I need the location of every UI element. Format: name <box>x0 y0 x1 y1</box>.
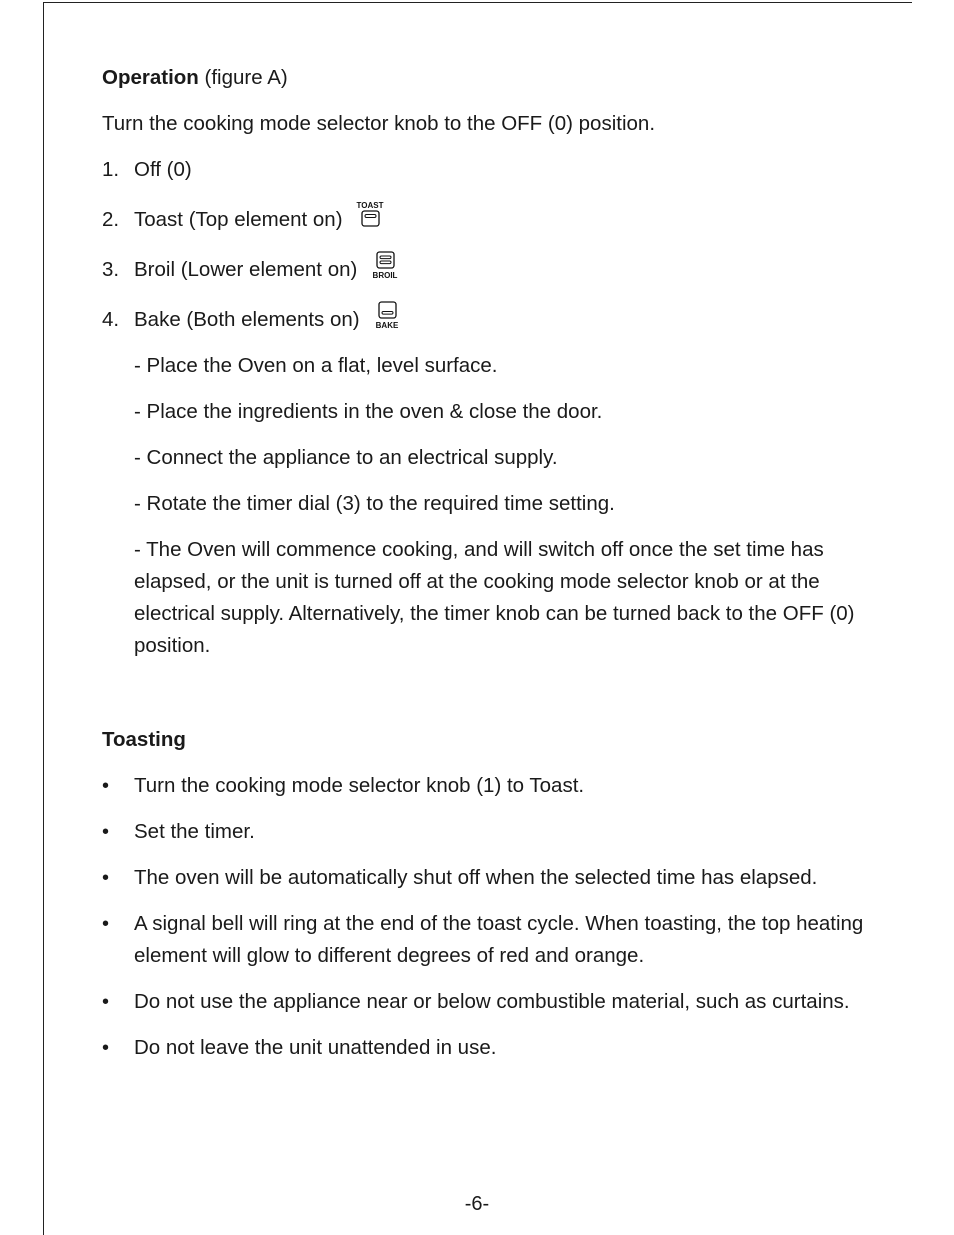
mode-number: 3. <box>102 258 120 281</box>
toast-icon-label: TOAST <box>356 201 384 210</box>
toasting-heading <box>102 724 872 756</box>
list-item-text: Set the timer. <box>134 820 255 843</box>
document-content <box>102 62 872 1078</box>
list-item <box>102 986 872 1018</box>
list-item-text: Do not leave the unit unattended in use. <box>134 1036 497 1059</box>
list-item-text: Do not use the appliance near or below combustible material, such as curtains. <box>134 990 850 1013</box>
mode-item-broil <box>102 250 872 286</box>
mode-text: Broil (Lower element on) <box>134 258 358 281</box>
bullet-icon: • <box>102 991 110 1013</box>
mode-text: Off (0) <box>134 158 192 181</box>
bullet-icon: • <box>102 867 110 889</box>
list-item <box>102 816 872 848</box>
list-item <box>102 770 872 802</box>
broil-icon <box>367 250 403 280</box>
list-item <box>102 1032 872 1064</box>
page-frame-top-border <box>43 2 912 3</box>
bullet-icon: • <box>102 1037 110 1059</box>
mode-number: 2. <box>102 208 120 231</box>
mode-number: 4. <box>102 308 120 331</box>
toasting-heading-text: Toasting <box>102 728 186 751</box>
operation-step: - The Oven will commence cooking, and will switch off once the set time has elapsed, or the unit is turned off at the cooking mode selector knob or at the electrical supply. Alternatively, the timer knob can be turned back to the OFF (0) position. <box>134 538 855 657</box>
operation-intro: Turn the cooking mode selector knob to the OFF (0) position. <box>102 112 656 135</box>
operation-heading <box>102 62 872 94</box>
operation-step: - Connect the appliance to an electrical supply. <box>134 446 558 469</box>
mode-item-off <box>102 154 872 186</box>
broil-icon-label: BROIL <box>372 271 398 280</box>
mode-item-bake <box>102 300 872 336</box>
list-item <box>102 908 872 972</box>
section-spacer <box>102 676 872 724</box>
toast-icon <box>352 200 388 230</box>
bake-icon-label: BAKE <box>375 321 399 330</box>
operation-heading-suffix: (figure A) <box>198 66 288 89</box>
page-number: -6- <box>464 1193 490 1215</box>
bullet-icon: • <box>102 913 110 935</box>
bake-icon <box>369 300 405 330</box>
operation-step: - Place the ingredients in the oven & close the door. <box>134 400 603 423</box>
bullet-icon: • <box>102 775 110 797</box>
operation-step: - Place the Oven on a flat, level surface. <box>134 354 498 377</box>
list-item-text: Turn the cooking mode selector knob (1) to Toast. <box>134 774 585 797</box>
page-frame-left-border <box>43 2 44 1235</box>
operation-heading-bold: Operation <box>102 66 199 89</box>
mode-text: Bake (Both elements on) <box>134 308 360 331</box>
list-item-text: The oven will be automatically shut off when the selected time has elapsed. <box>134 866 818 889</box>
mode-item-toast <box>102 200 872 236</box>
bullet-icon: • <box>102 821 110 843</box>
operation-step: - Rotate the timer dial (3) to the required time setting. <box>134 492 615 515</box>
list-item <box>102 862 872 894</box>
mode-text: Toast (Top element on) <box>134 208 343 231</box>
mode-number: 1. <box>102 158 120 181</box>
list-item-text: A signal bell will ring at the end of the toast cycle. When toasting, the top heating element will glow to different degrees of red and orange. <box>134 912 864 967</box>
